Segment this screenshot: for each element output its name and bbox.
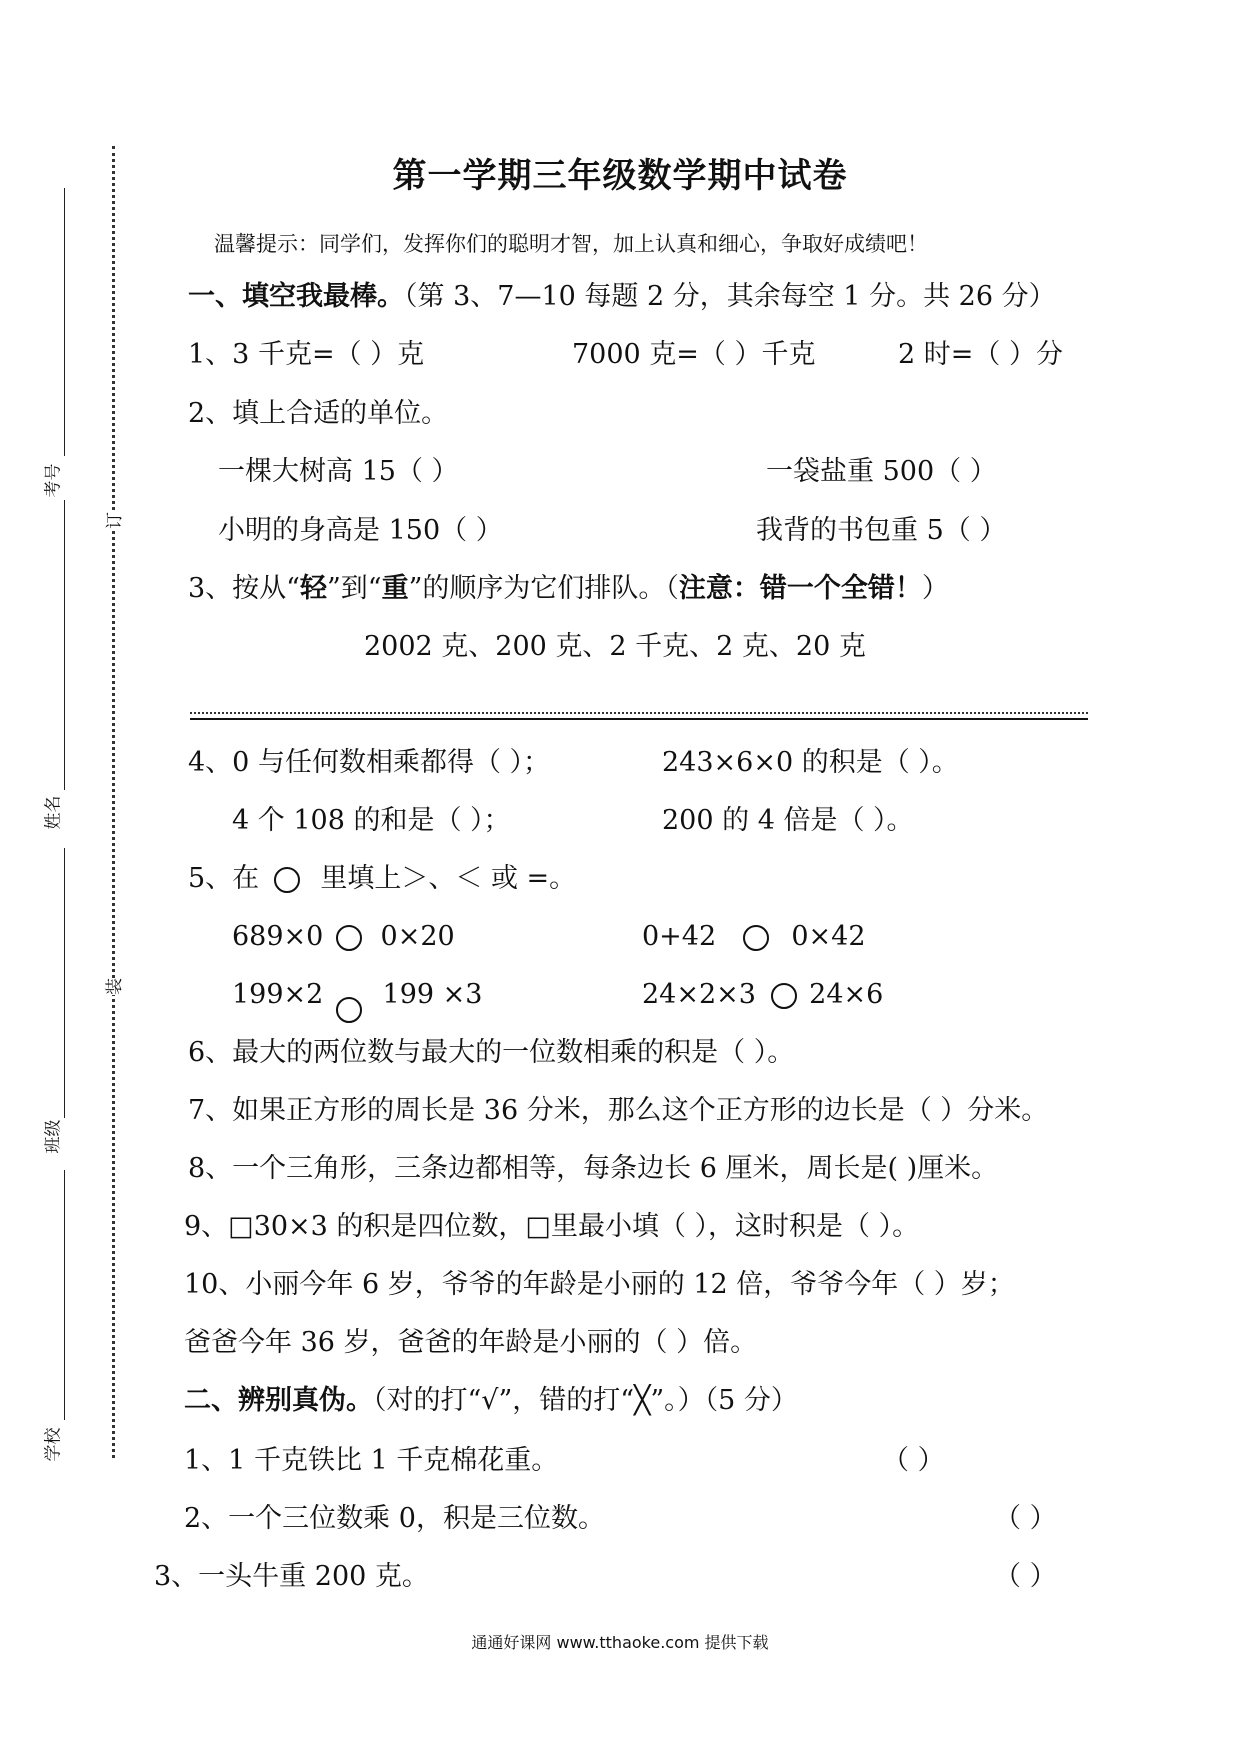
q5-item-3 xyxy=(232,978,482,1012)
tf-item-2-text: 2、一个三位数乘 0，积是三位数。 xyxy=(184,1503,605,1534)
q5-left: 0+42 xyxy=(642,921,717,952)
tf-item-3-text: 3、一头牛重 200 克。 xyxy=(154,1561,429,1592)
tip-text: 温馨提示：同学们，发挥你们的聪明才智，加上认真和细心，争取好成绩吧！ xyxy=(214,232,928,256)
q5-right: 24×6 xyxy=(809,979,884,1010)
name-label: 姓名 xyxy=(43,795,64,830)
section2-header xyxy=(184,1384,798,1418)
q5-post: 里填上＞、＜ 或 =。 xyxy=(320,863,577,894)
class-label: 班级 xyxy=(43,1119,64,1154)
q4-part1: 4、0 与任何数相乘都得（ ）； xyxy=(188,747,551,778)
q5-pre: 5、在 xyxy=(188,863,260,894)
q5-item-4 xyxy=(642,978,883,1012)
school-label: 学校 xyxy=(43,1427,64,1462)
compare-circle-icon[interactable] xyxy=(336,997,362,1023)
binding-dotted-line xyxy=(112,146,115,1458)
footer-credit: 通通好课网 www.tthaoke.com 提供下载 xyxy=(471,1633,769,1652)
q1-part1: 1、3 千克=（ ）克 xyxy=(188,339,425,370)
binding-line-banji xyxy=(64,848,65,1118)
binding-line-kaohao xyxy=(64,188,65,456)
tf-item-3-answer[interactable]: （ ） xyxy=(994,1561,1057,1592)
compare-circle-icon xyxy=(274,867,300,893)
q7-text: 7、如果正方形的周长是 36 分米，那么这个正方形的边长是（ ）分米。 xyxy=(188,1095,1049,1126)
q3-heavy: 重 xyxy=(381,573,409,604)
q3-pre: 3、按从“ xyxy=(188,573,300,604)
q5-right: 0×20 xyxy=(380,921,455,952)
q1-part2: 7000 克=（ ）千克 xyxy=(572,339,816,370)
q5-item-2 xyxy=(642,920,866,954)
section1-heading: 一、填空我最棒。 xyxy=(188,281,404,312)
q8-text: 8、一个三角形，三条边都相等，每条边长 6 厘米，周长是( )厘米。 xyxy=(188,1153,999,1184)
q4-part4: 200 的 4 倍是（ ）。 xyxy=(662,805,914,836)
q4-part3: 4 个 108 的和是（ ）； xyxy=(232,805,511,836)
q5-left: 24×2×3 xyxy=(642,979,756,1010)
q3-warning: 注意：错一个全错！ xyxy=(678,573,922,604)
section1-note: （第 3、7—10 每题 2 分，其余每空 1 分。共 26 分） xyxy=(404,281,1056,312)
q2-item-bag: 我背的书包重 5（ ） xyxy=(756,515,1007,546)
compare-circle-icon[interactable] xyxy=(336,925,362,951)
q5-right: 199 ×3 xyxy=(382,979,483,1010)
section2-heading: 二、辨别真伪。 xyxy=(184,1385,373,1416)
q3-text xyxy=(188,572,949,606)
q3-end: ） xyxy=(921,573,949,604)
q1-part3: 2 时=（ ）分 xyxy=(898,339,1063,370)
q5-left: 199×2 xyxy=(232,979,324,1010)
q3-list: 2002 克、200 克、2 千克、2 克、20 克 xyxy=(364,631,866,662)
q10-line1: 10、小丽今年 6 岁，爷爷的年龄是小丽的 12 倍，爷爷今年（ ）岁； xyxy=(184,1269,1015,1300)
q3-answer-line xyxy=(190,718,1088,720)
exam-number-label: 考号 xyxy=(43,463,64,498)
q4-part2: 243×6×0 的积是（ ）。 xyxy=(662,747,959,778)
compare-circle-icon[interactable] xyxy=(771,983,797,1009)
q2-item-tree: 一棵大树高 15（ ） xyxy=(218,456,459,487)
binding-mark-ding: 订 xyxy=(100,512,125,529)
tf-item-1-text: 1、1 千克铁比 1 千克棉花重。 xyxy=(184,1445,559,1476)
q3-mid: ”到“ xyxy=(326,573,382,604)
q5-text xyxy=(188,862,576,896)
compare-circle-icon[interactable] xyxy=(743,925,769,951)
section2-note: （对的打“√”，错的打“╳”。）（5 分） xyxy=(373,1385,798,1416)
q5-item-1 xyxy=(232,920,455,954)
section1-header xyxy=(188,280,1056,314)
q2-text: 2、填上合适的单位。 xyxy=(188,398,449,429)
binding-mark-zhuang: 装 xyxy=(100,978,125,995)
q3-answer-dotted-line xyxy=(190,712,1088,714)
tf-item-2-answer[interactable]: （ ） xyxy=(994,1503,1057,1534)
q5-left: 689×0 xyxy=(232,921,324,952)
q5-right: 0×42 xyxy=(791,921,866,952)
q6-text: 6、最大的两位数与最大的一位数相乘的积是（ ）。 xyxy=(188,1037,795,1068)
q2-item-salt: 一袋盐重 500（ ） xyxy=(766,456,997,487)
q3-light: 轻 xyxy=(299,573,327,604)
page-title: 第一学期三年级数学期中试卷 xyxy=(392,156,848,196)
q10-line2: 爸爸今年 36 岁，爸爸的年龄是小丽的（ ）倍。 xyxy=(184,1327,758,1358)
binding-line-xingming xyxy=(64,500,65,790)
tf-item-1-answer[interactable]: （ ） xyxy=(882,1445,945,1476)
binding-line-xuexiao xyxy=(64,1170,65,1420)
q9-text: 9、□30×3 的积是四位数，□里最小填（ ），这时积是（ ）。 xyxy=(184,1211,920,1242)
q2-item-height: 小明的身高是 150（ ） xyxy=(218,515,503,546)
q3-post: ”的顺序为它们排队。（ xyxy=(408,573,679,604)
